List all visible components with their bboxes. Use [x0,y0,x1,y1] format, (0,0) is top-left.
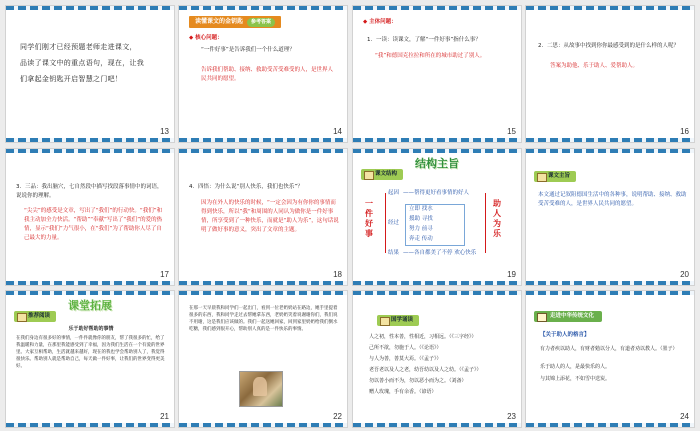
slide-number: 16 [680,127,689,136]
answer-pill: 参考答案 [247,18,275,27]
slide-number: 23 [507,412,516,421]
slide-thumbnail-21[interactable] [5,290,175,428]
slide-17-line-2: “尖尖”的感受是文章，写出了“我们”的行动快。“我们”和我主动加全力快活。“帮助”“奉献”写出了“我们”的爱的热情，显示“我们”力气很小，在“我们”为了帮助你人尽了自己最大的力量。 [24,208,163,241]
slide-13-line-1: 同学们刚才已经预题老师走进课文， [20,43,137,51]
header-label: 读懂课文的金钥匙 [195,18,244,25]
slide-thumbnail-18[interactable] [178,148,348,286]
structure-left: 一件好事 [365,199,373,238]
slide-14-answer: 告诉我们帮助、接纳、救助受苦受难受的人，是世界人民共同的愿望。 [201,67,334,82]
slide-15-question: ◆ 主体问题： [363,19,397,25]
slide-24-line-1: 有力者疾以助人，有财者勉以分人，有道者劝以教人。（墨子） [540,346,678,352]
slide-thumbnail-14[interactable] [178,5,348,143]
slide-13-line-3: 们拿起金钥匙开启智慧之门吧！ [20,75,123,83]
slide-24-line-3: 与其锦上添花，不如雪中送炭。 [540,376,611,382]
slide-18-line-1: 4．四悟：为什么说“别人快乐，我们也快乐”？ [189,184,303,190]
right-bracket [485,193,486,253]
slide-23-line-6: 赠人玫瑰，手有余香。（谚语） [369,389,437,395]
slide-thumbnail-15[interactable] [352,5,522,143]
structure-mid-2: 援助 寻找 [409,216,433,222]
slide-21-title: 课堂拓展 [68,299,112,312]
reading-tag: 推荐阅读 [14,311,56,322]
slide-15-line-2: “我”和德国克拉拉和所在的城市助过了别人。 [375,53,486,59]
slide-number: 24 [680,412,689,421]
slide-21-subtitle: 乐于助好帮助的事情 [68,326,114,332]
slide-23-line-4: 老吾老以及人之老，幼吾幼以及人之幼。（《孟子》） [369,367,482,373]
slide-number: 13 [160,127,169,136]
illustration-image [239,371,283,407]
slide-18-line-2: 因为在外人的快乐的时候，“一定会因为有你你的事情而得到快乐，所以”我“和周围的人同认为做你是一件好事情，所享受到了一种快乐，而就是“助人为乐”，这句话说明了做好事的意义，突出了文章的主题。 [201,200,339,233]
slide-24-line-2: 乐于助人的人，是最快乐的人。 [540,364,611,370]
slide-13-line-2: 品读了课文中的重点语句，现在，让我 [20,59,145,67]
slide-15-line-1: 1．一读：读课文，了解“一件好事”指什么事？ [367,37,481,43]
slide-number: 14 [333,127,342,136]
theme-tag: 课文主旨 [534,171,576,182]
slide-23-line-5: 勿以善小而不为，勿以恶小而为之。（刘备） [369,378,467,384]
slide-number: 19 [507,270,516,279]
slide-thumbnail-24[interactable] [525,290,695,428]
slide-17-line-1: 3．三品：我出脑穴，七自然段中描写找段落事情中的词语，说说你的理解。 [16,184,163,199]
slide-thumbnail-22[interactable] [178,290,348,428]
slide-thumbnail-16[interactable] [525,5,695,143]
slide-14-sub: “一件好事”是告诉我们一个什么道理？ [201,47,295,53]
structure-mid-4: 奔走 传动 [409,236,433,242]
slide-19-title: 结构主旨 [415,157,459,170]
slide-14-header [189,16,281,28]
slide-22-body: 在那一天早晨我和同学们一起出门，看到一位老奶奶站在路边，她手里提着很多的东西，我和同学走过去帮她拿东西，老奶奶笑着说谢谢你们，我们说不用谢，这是我们应该做的。我们一起送她回家，回到家里奶奶给我们倒水吃糖，我们感到很开心，帮助别人真的是一件快乐的事情。 [189,306,338,332]
slide-number: 17 [160,270,169,279]
slide-number: 20 [680,270,689,279]
slide-21-body: 在我们身边有很多好的事情，一件件就像你的朋友，帮了我很多的忙，给了我温暖和力量，在那里我能感受到了幸福，因为我们生活在一个有爱的世界里。大家互相帮助，生活就越来越好，现在的我也学会帮助别人了，我觉得很快乐。帮助别人就是帮助自己，每天做一件好事，让我们的世界变得更美好。 [16,336,165,369]
culture-tag: 走进中华传统文化 [534,311,602,322]
slide-thumbnail-13[interactable] [5,5,175,143]
slide-number: 22 [333,412,342,421]
structure-tag: 课文结构 [361,169,403,180]
structure-mid-1: 立即 找水 [409,206,433,212]
structure-mid-3: 努力 前寻 [409,226,433,232]
structure-top: ——帮得更好看事情的好人 [403,190,470,196]
slide-23-line-2: 己所不欲，勿施于人。（《论语》） [369,345,442,351]
slide-14-question: ◆ 核心问题： [189,35,223,41]
slide-thumbnail-19[interactable] [352,148,522,286]
slide-number: 18 [333,270,342,279]
structure-end: 结果 [388,250,400,256]
slide-23-line-1: 人之初，性本善，性相近，习相远。（《三字经》） [369,334,477,340]
left-bracket [385,193,386,253]
slide-thumbnail-23[interactable] [352,290,522,428]
structure-start: 起因 [388,190,400,196]
slide-thumbnail-20[interactable] [525,148,695,286]
structure-right: 助人为乐 [493,199,501,238]
slide-number: 21 [160,412,169,421]
slide-16-line-1: 2．二思：从故事中找到你你最感受到的是什么样的人呢？ [538,43,680,49]
slide-24-title: 【关于助人的格言】 [540,332,590,338]
structure-mid-label: 经过 [388,220,400,226]
slide-23-line-3: 与人为善，善莫大焉。（《孟子》） [369,356,442,362]
slide-number: 15 [507,127,516,136]
classics-tag: 国学诵读 [377,315,419,326]
slide-16-line-2: 答案为助他、乐于助人、爱帮助人。 [550,63,639,69]
structure-bottom: ——各自都美了不停 欢心快乐 [403,250,477,256]
slide-thumbnail-17[interactable] [5,148,175,286]
slide-20-text: 本文通过记叙阻德国生活中的各种事，说明帮助、接纳、救助受苦受难的人，是世界人民共同的愿望。 [538,192,687,207]
